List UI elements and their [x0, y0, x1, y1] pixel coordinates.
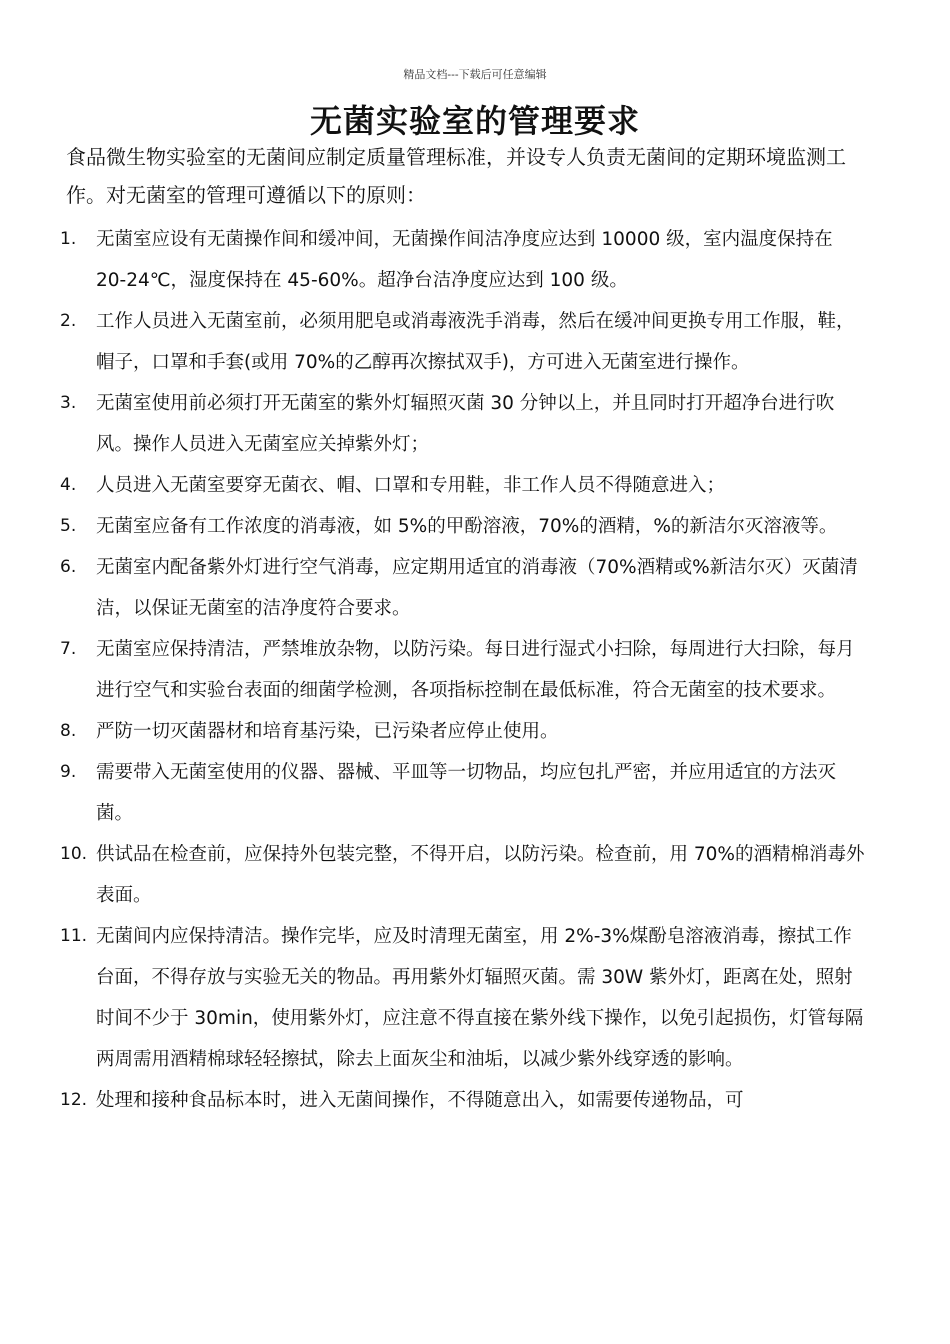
rule-item-9	[60, 752, 868, 834]
rule-text: 需要带入无菌室使用的仪器、器械、平皿等一切物品，均应包扎严密，并应用适宜的方法灭菌。	[96, 762, 837, 824]
rule-text: 无菌室内配备紫外灯进行空气消毒，应定期用适宜的消毒液（70%酒精或%新洁尔灭）灭菌清洁，以保证无菌室的洁净度符合要求。	[96, 557, 858, 619]
rule-number: 9.	[60, 762, 77, 782]
rule-item-2	[60, 301, 868, 383]
rule-number: 5.	[60, 516, 77, 536]
rule-text: 无菌室使用前必须打开无菌室的紫外灯辐照灭菌 30 分钟以上，并且同时打开超净台进行吹风。操作人员进入无菌室应关掉紫外灯；	[96, 393, 835, 455]
rule-text: 工作人员进入无菌室前，必须用肥皂或消毒液洗手消毒，然后在缓冲间更换专用工作服，鞋，帽子，口罩和手套(或用 70%的乙醇再次擦拭双手)，方可进入无菌室进行操作。	[96, 311, 855, 373]
rule-number: 7.	[60, 639, 77, 659]
rule-text: 严防一切灭菌器材和培育基污染，已污染者应停止使用。	[96, 721, 559, 742]
rule-number: 1.	[60, 229, 77, 249]
rule-item-11	[60, 916, 868, 1080]
rule-number: 3.	[60, 393, 77, 413]
header-note: 精品文档---下载后可任意编辑	[403, 68, 547, 81]
rule-text: 供试品在检查前，应保持外包装完整，不得开启，以防污染。检查前，用 70%的酒精棉消毒外表面。	[96, 844, 865, 906]
rule-number: 4.	[60, 475, 77, 495]
rule-text: 无菌间内应保持清洁。操作完毕，应及时清理无菌室，用 2%-3%煤酚皂溶液消毒，擦拭工作台面，不得存放与实验无关的物品。再用紫外灯辐照灭菌。需 30W 紫外灯，距离在处，照射时间不少于 30min，使用紫外灯，应注意不得直接在紫外线下操作，以免引起损伤，灯管每隔两周需用酒精棉球轻轻擦拭，除去上面灰尘和油垢，以减少紫外线穿透的影响。	[96, 926, 864, 1070]
rule-number: 2.	[60, 311, 77, 331]
rule-text: 处理和接种食品标本时，进入无菌间操作，不得随意出入，如需要传递物品，可	[96, 1090, 744, 1111]
rule-number: 11.	[60, 926, 88, 946]
rule-text: 无菌室应设有无菌操作间和缓冲间，无菌操作间洁净度应达到 10000 级，室内温度保持在 20-24℃，湿度保持在 45-60%。超净台洁净度应达到 100 级。	[96, 229, 833, 291]
document-title: 无菌实验室的管理要求	[309, 102, 640, 140]
rule-number: 12.	[60, 1090, 88, 1110]
rule-item-10	[60, 834, 868, 916]
rule-number: 8.	[60, 721, 77, 741]
rule-number: 10.	[60, 844, 88, 864]
rule-item-1	[60, 219, 868, 301]
rule-item-6	[60, 547, 868, 629]
rule-item-8	[60, 711, 868, 752]
rule-item-12	[60, 1080, 868, 1121]
rule-item-7	[60, 629, 868, 711]
rule-text: 无菌室应保持清洁，严禁堆放杂物，以防污染。每日进行湿式小扫除，每周进行大扫除，每月进行空气和实验台表面的细菌学检测，各项指标控制在最低标准，符合无菌室的技术要求。	[96, 639, 855, 701]
rule-item-3	[60, 383, 868, 465]
intro-paragraph: 食品微生物实验室的无菌间应制定质量管理标准，并设专人负责无菌间的定期环境监测工作。对无菌室的管理可遵循以下的原则：	[66, 145, 846, 207]
rule-text: 人员进入无菌室要穿无菌衣、帽、口罩和专用鞋，非工作人员不得随意进入；	[96, 475, 726, 496]
rule-number: 6.	[60, 557, 77, 577]
rule-text: 无菌室应备有工作浓度的消毒液，如 5%的甲酚溶液，70%的酒精，%的新洁尔灭溶液等。	[96, 516, 838, 537]
rule-item-5	[60, 506, 868, 547]
rule-item-4	[60, 465, 868, 506]
rules-list	[60, 219, 868, 1121]
